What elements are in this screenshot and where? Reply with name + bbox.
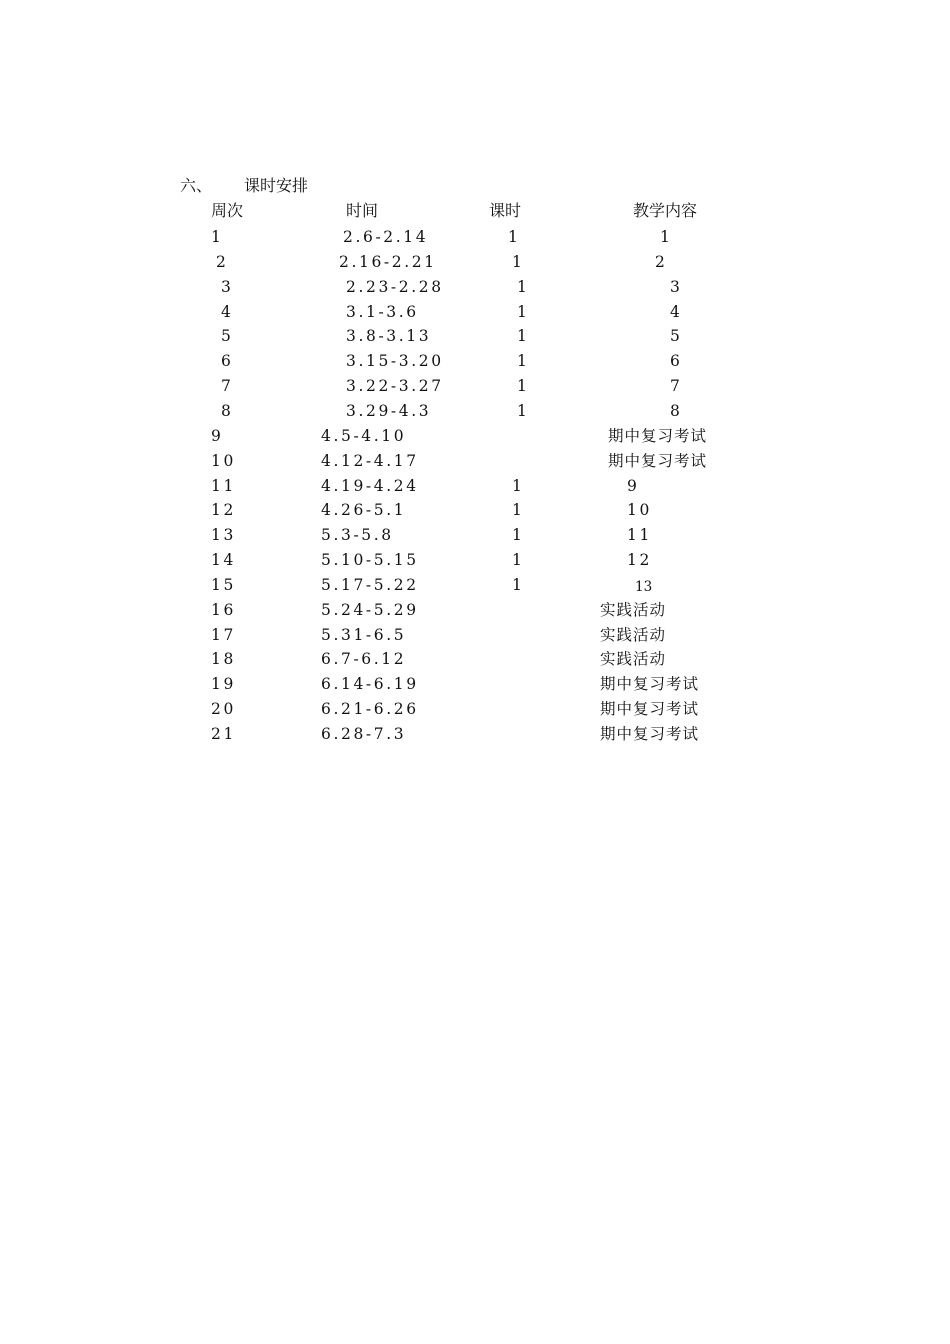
row-hours: 1 <box>512 501 525 519</box>
row-time: 2.16-2.21 <box>339 253 437 271</box>
row-week: 1 <box>211 228 224 246</box>
row-hours: 1 <box>517 303 530 321</box>
row-content: 期中复习考试 <box>600 675 700 693</box>
header-hours: 课时 <box>489 201 522 220</box>
row-time: 4.19-4.24 <box>321 477 419 495</box>
row-hours: 1 <box>517 352 530 370</box>
row-content: 10 <box>627 501 652 519</box>
header-week: 周次 <box>211 201 244 220</box>
row-week: 17 <box>211 626 236 644</box>
row-time: 5.3-5.8 <box>321 526 394 544</box>
row-content: 期中复习考试 <box>608 452 708 470</box>
row-time: 5.24-5.29 <box>321 601 419 619</box>
row-week: 14 <box>211 551 236 569</box>
row-content: 12 <box>627 551 652 569</box>
row-hours: 1 <box>512 526 525 544</box>
row-week: 15 <box>211 576 236 594</box>
row-week: 9 <box>211 427 224 445</box>
row-content: 2 <box>655 253 668 271</box>
row-time: 4.5-4.10 <box>321 427 407 445</box>
row-week: 21 <box>211 725 236 743</box>
row-time: 6.28-7.3 <box>321 725 407 743</box>
row-content: 实践活动 <box>600 626 667 644</box>
section-number: 六、 <box>180 176 213 195</box>
row-week: 2 <box>216 253 229 271</box>
row-content: 13 <box>635 579 653 595</box>
section-title: 课时安排 <box>244 176 309 195</box>
row-time: 3.22-3.27 <box>346 377 444 395</box>
row-week: 4 <box>221 303 234 321</box>
row-week: 7 <box>221 377 234 395</box>
row-time: 3.15-3.20 <box>346 352 444 370</box>
row-hours: 1 <box>517 278 530 296</box>
row-time: 6.14-6.19 <box>321 675 419 693</box>
row-content: 期中复习考试 <box>600 725 700 743</box>
row-time: 6.21-6.26 <box>321 700 419 718</box>
row-hours: 1 <box>517 327 530 345</box>
row-week: 11 <box>211 477 236 495</box>
row-content: 5 <box>670 327 683 345</box>
row-time: 5.31-6.5 <box>321 626 407 644</box>
row-hours: 1 <box>517 402 530 420</box>
row-hours: 1 <box>517 377 530 395</box>
row-hours: 1 <box>512 576 525 594</box>
row-content: 期中复习考试 <box>600 700 700 718</box>
row-content: 期中复习考试 <box>608 427 708 445</box>
row-content: 7 <box>670 377 683 395</box>
row-hours: 1 <box>512 477 525 495</box>
row-week: 3 <box>221 278 234 296</box>
row-week: 13 <box>211 526 236 544</box>
row-content: 1 <box>660 228 673 246</box>
row-content: 实践活动 <box>600 601 667 619</box>
row-week: 5 <box>221 327 234 345</box>
row-hours: 1 <box>512 551 525 569</box>
row-time: 3.8-3.13 <box>346 327 432 345</box>
row-content: 9 <box>627 477 640 495</box>
row-content: 8 <box>670 402 683 420</box>
row-week: 8 <box>221 402 234 420</box>
row-time: 2.23-2.28 <box>346 278 444 296</box>
row-content: 6 <box>670 352 683 370</box>
header-content: 教学内容 <box>633 201 698 220</box>
row-time: 2.6-2.14 <box>343 228 429 246</box>
row-week: 12 <box>211 501 236 519</box>
row-week: 16 <box>211 601 236 619</box>
row-week: 6 <box>221 352 234 370</box>
row-time: 4.12-4.17 <box>321 452 419 470</box>
header-time: 时间 <box>346 201 379 220</box>
row-time: 5.10-5.15 <box>321 551 419 569</box>
row-week: 18 <box>211 650 236 668</box>
row-content: 实践活动 <box>600 650 667 668</box>
row-time: 6.7-6.12 <box>321 650 407 668</box>
row-content: 4 <box>670 303 683 321</box>
row-week: 20 <box>211 700 236 718</box>
section-heading <box>180 176 308 196</box>
row-content: 11 <box>627 526 652 544</box>
row-time: 5.17-5.22 <box>321 576 419 594</box>
row-hours: 1 <box>508 228 521 246</box>
row-content: 3 <box>670 278 683 296</box>
row-week: 10 <box>211 452 236 470</box>
row-time: 4.26-5.1 <box>321 501 407 519</box>
row-hours: 1 <box>512 253 525 271</box>
row-time: 3.1-3.6 <box>346 303 419 321</box>
row-time: 3.29-4.3 <box>346 402 432 420</box>
row-week: 19 <box>211 675 236 693</box>
